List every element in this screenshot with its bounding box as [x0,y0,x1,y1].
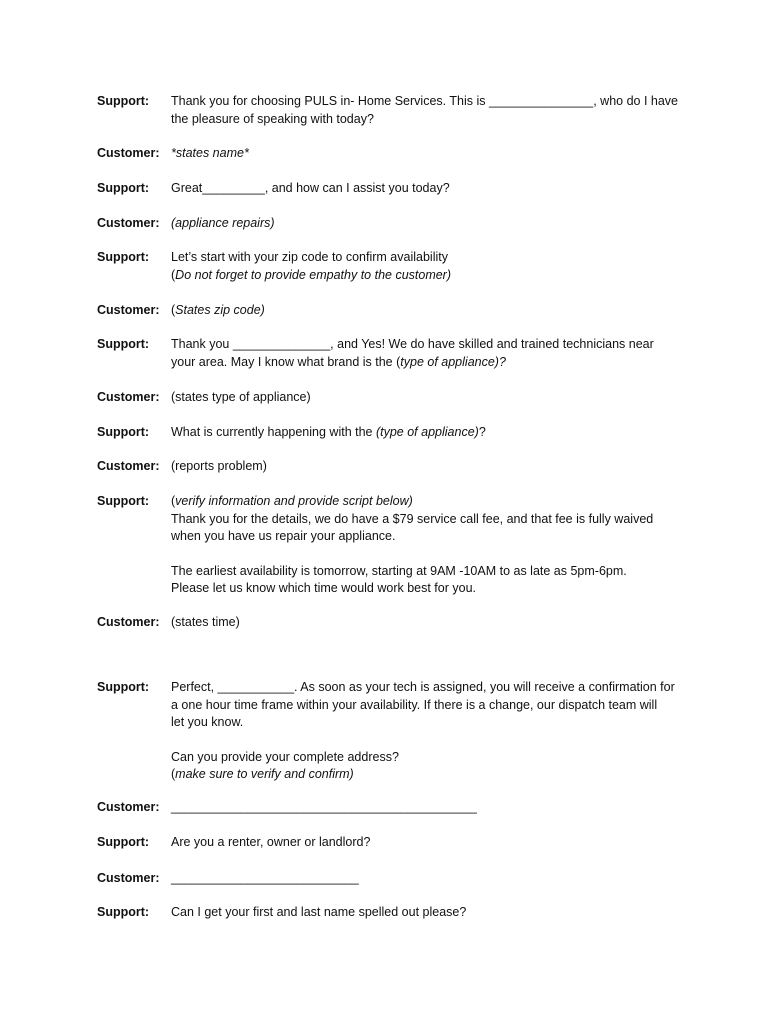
dialogue-line [171,511,681,529]
text-segment: ( [171,767,176,781]
dialogue-text [171,493,681,598]
speaker-label: Support: [97,425,150,439]
text-segment: let you know. [171,715,244,729]
dialogue-text [171,389,681,407]
paragraph-gap [171,546,681,563]
dialogue-line [171,904,681,922]
dialogue-line [171,145,681,163]
speaker-label: Support: [97,250,150,264]
dialogue-line [171,389,681,407]
dialogue-line [171,180,681,198]
dialogue-text [171,180,681,198]
speaker-label: Support: [97,494,150,508]
text-segment: ( [171,494,176,508]
text-segment: (reports problem) [171,459,267,473]
speaker-label: Customer: [97,871,160,885]
speaker-label: Customer: [97,303,160,317]
text-segment: ( [171,267,176,282]
dialogue-text [171,458,681,476]
dialogue-text [171,799,681,817]
dialogue-line [171,580,681,598]
dialogue-text [171,870,681,888]
speaker-label: Customer: [97,459,160,473]
dialogue-line [171,714,681,732]
dialogue-line [171,215,681,233]
dialogue-text [171,424,681,442]
dialogue-line [171,267,681,285]
text-segment: Thank you ______________, and Yes! We do have skilled and trained technicians near [171,337,654,351]
dialogue-text [171,215,681,233]
speaker-label: Support: [97,94,150,108]
text-segment: Let’s start with your zip code to confirm availability [171,250,448,264]
dialogue-line [171,93,681,111]
text-segment: Please let us know which time would work best for you. [171,581,476,595]
text-segment: Are you a renter, owner or landlord? [171,835,371,849]
speaker-label: Customer: [97,216,160,230]
dialogue-line [171,111,681,129]
dialogue-line [171,458,681,476]
dialogue-text [171,93,681,128]
italic-text: (appliance repairs) [171,216,275,230]
dialogue-text [171,336,681,371]
dialogue-line [171,614,681,632]
italic-text: make sure to verify and confirm) [175,767,354,781]
dialogue-line [171,870,681,888]
text-segment: ____________________________________________ [171,800,477,814]
italic-text: verify information and provide script below) [175,494,413,508]
text-segment: when you have us repair your appliance. [171,529,396,543]
text-segment: What is currently happening with the [171,425,376,439]
dialogue-line [171,679,681,697]
text-segment: Can I get your first and last name spelled out please? [171,905,467,919]
text-segment: Thank you for the details, we do have a $79 service call fee, and that fee is fully waived [171,511,654,526]
dialogue-line [171,354,681,372]
speaker-label: Customer: [97,390,160,404]
dialogue-line [171,493,681,511]
text-segment: The earliest availability is tomorrow, starting at 9AM -10AM to as late as 5pm-6pm. [171,563,627,578]
dialogue-line [171,528,681,546]
text-segment: Can you provide your complete address? [171,749,399,764]
dialogue-text [171,614,681,632]
text-segment: ( [171,303,176,317]
dialogue-line [171,563,681,581]
speaker-label: Support: [97,680,150,694]
italic-text: (type of appliance) [375,425,479,439]
text-segment: ? [478,425,486,439]
dialogue-line [171,697,681,715]
dialogue-line [171,302,681,320]
dialogue-text [171,249,681,284]
text-segment: your area. May I know what brand is the ( [171,354,401,369]
speaker-label: Support: [97,181,150,195]
paragraph-gap [171,732,681,749]
text-segment: a one hour time frame within your availability. If there is a change, our dispatch team will [171,697,658,712]
italic-text: Do not forget to provide empathy to the customer) [175,267,452,282]
dialogue-line [171,749,681,767]
speaker-label: Customer: [97,615,160,629]
text-segment: (states type of appliance) [171,390,311,404]
text-segment: Thank you for choosing PULS in- Home Services. This is _______________, who do I have [171,94,679,108]
dialogue-line [171,336,681,354]
italic-text: *states name* [171,146,249,160]
text-segment: Perfect, ___________. As soon as your tech is assigned, you will receive a confirmation for [171,680,675,694]
dialogue-text [171,145,681,163]
dialogue-line [171,834,681,852]
speaker-label: Support: [97,835,150,849]
dialogue-line [171,424,681,442]
text-segment: the pleasure of speaking with today? [171,111,374,126]
dialogue-line [171,799,681,817]
dialogue-text [171,679,681,784]
speaker-label: Support: [97,905,150,919]
dialogue-line [171,249,681,267]
text-segment: Great_________, and how can I assist you today? [171,181,450,195]
speaker-label: Customer: [97,800,160,814]
italic-text: type of appliance)? [400,354,506,369]
dialogue-line [171,766,681,784]
dialogue-text [171,834,681,852]
speaker-label: Customer: [97,146,160,160]
text-segment: (states time) [171,615,240,629]
dialogue-text [171,904,681,922]
speaker-label: Support: [97,337,150,351]
text-segment: ___________________________ [171,871,359,885]
dialogue-text [171,302,681,320]
italic-text: States zip code) [175,303,265,317]
